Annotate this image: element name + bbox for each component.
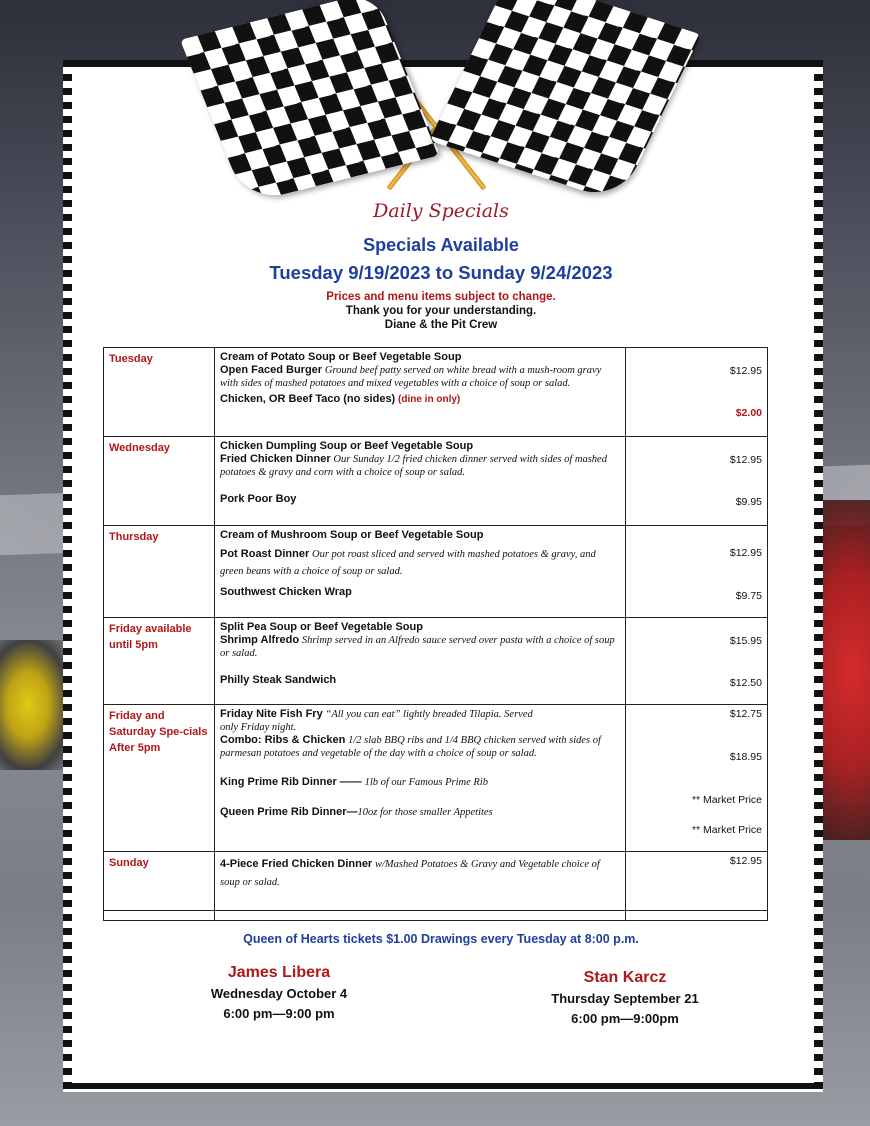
item-price: $9.75 [735,590,762,602]
notice-thanks: Thank you for your understanding. [345,305,537,317]
day-cell: Sunday [104,852,215,911]
drawing-event-a [154,962,404,1024]
table-row [104,437,768,526]
table-row [104,348,768,437]
item-price: $12.95 [729,454,762,466]
item-description: Shrimp served in an Alfredo sauce served over pasta with a choice of soup or salad. [220,635,615,659]
price-cell [626,526,768,618]
event-date: Thursday September 21 [551,991,699,1006]
item-description: only Friday night. [220,722,297,733]
item-description: 10oz for those smaller Appetites [357,807,493,818]
item-description: 1/2 slab BBQ ribs and 1/4 BBQ chicken served with sides of parmesan potatoes and vegetable of the day with a choice of soup or salad. [220,735,601,759]
soup-label: Cream of Mushroom Soup or Beef Vegetable Soup [220,529,484,541]
performer-name: Stan Karcz [583,969,667,986]
item-note: (dine in only) [398,394,461,405]
date-range: Tuesday 9/19/2023 to Sunday 9/24/2023 [269,262,613,283]
item-price: $2.00 [735,407,762,419]
table-row [104,705,768,852]
description-cell [215,705,626,852]
drawing-event-b [500,967,750,1029]
item-description: Ground beef patty served on white bread with a mush-room gravy with sides of mashed potatoes and mixed vegetables with a choice of soup or salad. [220,365,602,389]
checkered-flags-icon [200,0,680,220]
table-row [104,852,768,911]
item-description: “All you can eat” lightly breaded Tilapia. Served [325,709,533,720]
item-name: Shrimp Alfredo [220,634,300,646]
item-description: Our pot roast sliced and served with mashed potatoes & gravy, and green beans with a choice of soup or salad. [220,549,596,577]
page-subtitle: Specials Available [363,235,519,255]
performer-name: James Libera [227,964,331,981]
price-cell [626,705,768,852]
day-cell: Tuesday [104,348,215,437]
event-time: 6:00 pm—9:00 pm [223,1006,335,1021]
description-cell [215,526,626,618]
item-price: ** Market Price [691,794,762,806]
price-cell [626,348,768,437]
item-name: Fried Chicken Dinner [220,453,331,465]
table-row-empty [104,911,768,921]
item-name: Chicken, OR Beef Taco (no sides) [220,393,396,405]
table-row [104,526,768,618]
price-cell [626,618,768,705]
description-cell [215,437,626,526]
description-cell [215,852,626,911]
item-price: $12.95 [729,547,762,559]
item-price: $12.95 [729,365,762,377]
day-cell: Thursday [104,526,215,618]
item-description: w/Mashed Potatoes & Gravy and Vegetable choice of soup or salad. [220,859,600,888]
queen-of-hearts-notice: Queen of Hearts tickets $1.00 Drawings every Tuesday at 8:00 p.m. [243,932,639,946]
price-cell [626,852,768,911]
item-name: Philly Steak Sandwich [220,674,337,686]
item-name: Combo: Ribs & Chicken [220,734,346,746]
table-row [104,618,768,705]
specials-table [103,347,768,921]
notice-signature: Diane & the Pit Crew [384,319,498,331]
page-title: Daily Specials [373,200,509,222]
item-price: $12.95 [729,855,762,867]
item-description: 1lb of our Famous Prime Rib [364,777,488,788]
day-cell: Friday available until 5pm [104,618,215,705]
item-name: Pork Poor Boy [220,493,297,505]
item-name: Pot Roast Dinner [220,548,310,560]
soup-label: Split Pea Soup or Beef Vegetable Soup [220,621,423,633]
item-price: $12.50 [729,677,762,689]
event-date: Wednesday October 4 [210,986,348,1001]
item-name: 4-Piece Fried Chicken Dinner [220,858,373,870]
item-price: ** Market Price [691,824,762,836]
item-price: $15.95 [729,635,762,647]
soup-label: Chicken Dumpling Soup or Beef Vegetable Soup [220,440,474,452]
background-car-left [0,640,70,770]
description-cell [215,618,626,705]
soup-label: Cream of Potato Soup or Beef Vegetable Soup [220,351,462,363]
item-price: $18.95 [729,751,762,763]
price-cell [626,437,768,526]
item-name: Southwest Chicken Wrap [220,586,352,598]
day-cell: Wednesday [104,437,215,526]
notice-price-change: Prices and menu items subject to change. [326,291,556,303]
item-price: $12.75 [729,708,762,720]
event-time: 6:00 pm—9:00pm [571,1011,679,1026]
item-name: Queen Prime Rib Dinner— [220,806,358,818]
item-name: King Prime Rib Dinner —— [220,776,362,788]
item-name: Friday Nite Fish Fry [220,708,323,720]
day-cell: Friday and Saturday Spe-cials After 5pm [104,705,215,852]
item-price: $9.95 [735,496,762,508]
item-name: Open Faced Burger [220,364,323,376]
notice [0,290,870,332]
description-cell [215,348,626,437]
item-description: Our Sunday 1/2 fried chicken dinner served with sides of mashed potatoes & gravy and corn with a choice of soup or salad. [220,454,607,478]
